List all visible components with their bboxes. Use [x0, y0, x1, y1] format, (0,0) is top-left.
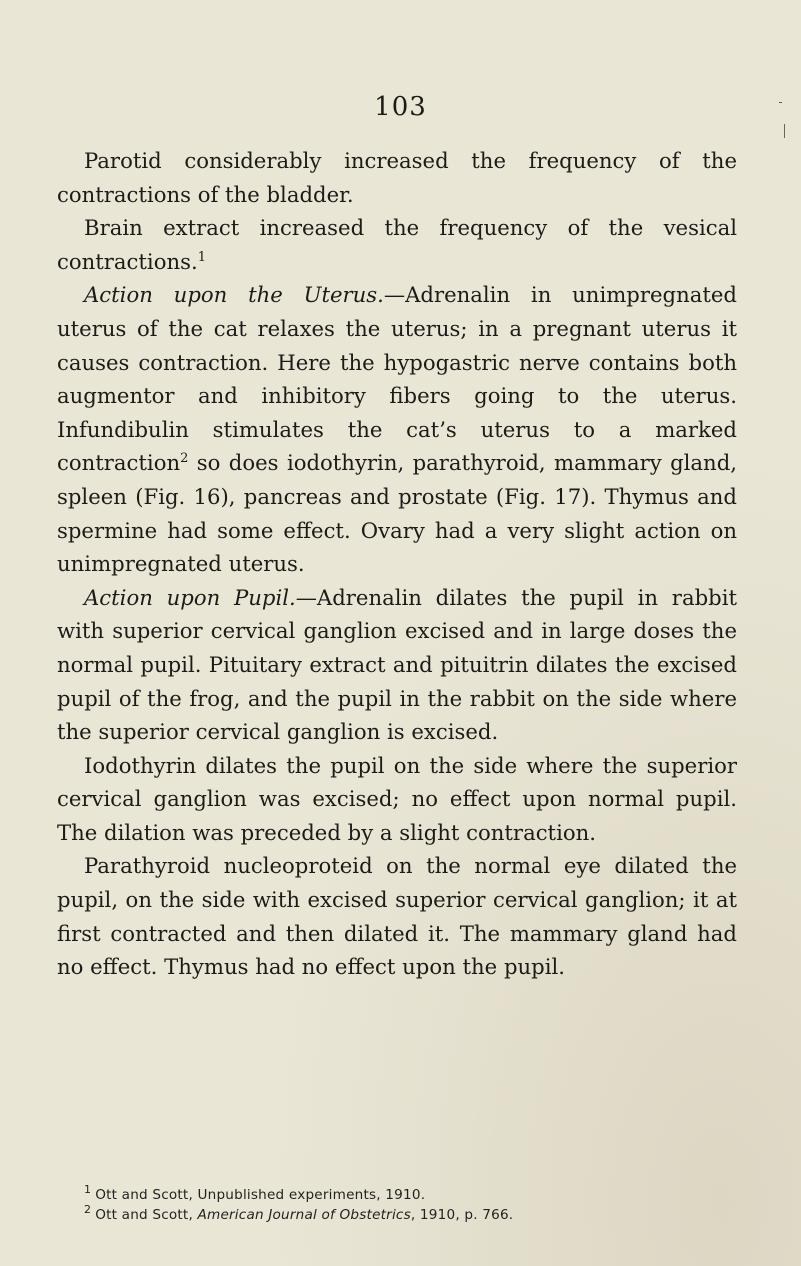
paragraph-action-upon-pupil [57, 581, 737, 749]
paragraph-brain-extract [57, 211, 737, 278]
footnote-marker: 2 [84, 1202, 92, 1216]
footnote-text: Ott and Scott, Unpublished experiments, 1910. [95, 1187, 426, 1203]
footnote-2 [84, 1202, 764, 1226]
margin-dash [784, 124, 785, 138]
paragraph-text-continued: so does iodothyrin, parathyroid, mammary gland, spleen (Fig. 16), pancreas and prostate (Fig. 17). Thymus and spermine had some effect. Ovary had a very slight action on unimpregnated uterus. [57, 450, 737, 577]
paragraph-parotid [57, 144, 737, 211]
paragraph-text: Iodothyrin dilates the pupil on the side where the superior cervical ganglion was excised; no effect upon normal pupil. The dilation was preceded by a slight contraction. [57, 752, 737, 845]
footnotes [84, 1183, 764, 1225]
paragraph-text: —Adrenalin dilates the pupil in rabbit with superior cervical ganglion excised and in large doses the normal pupil. Pituitary extract and pituitrin dilates the excised pupil of the frog, and the pupil in the rabbit on the side where the superior cervical ganglion is excised. [57, 584, 737, 745]
paragraph-parathyroid [57, 849, 737, 983]
page-number: 103 [374, 92, 427, 122]
section-heading-uterus: Action upon the Uterus. [84, 282, 384, 308]
footnote-reference: 1 [197, 249, 206, 265]
paragraph-text: Parotid considerably increased the frequency of the contractions of the bladder. [57, 148, 737, 207]
paragraph-text: —Adrenalin in unimpregnated uterus of the cat relaxes the uterus; in a pregnant uterus it causes contraction. Here the hypogastric nerve contains both augmentor and inhibitory fibers going to the uterus. Infundibulin stimulates the cat’s uterus to a marked contraction [57, 282, 737, 476]
footnote-marker: 1 [84, 1183, 92, 1197]
footnote-1 [84, 1183, 764, 1206]
footnote-text-prefix: Ott and Scott, [95, 1206, 198, 1223]
footnote-reference: 2 [180, 451, 189, 467]
body-text [57, 144, 737, 984]
paragraph-text: Brain extract increased the frequency of the vesical contractions. [57, 215, 737, 274]
paragraph-text: Parathyroid nucleoproteid on the normal eye dilated the pupil, on the side with excised superior cervical ganglion; it at first contracted and then dilated it. The mammary gland had no effect. Thymus had no effect upon the pupil. [57, 853, 737, 980]
paragraph-iodothyrin [57, 749, 737, 850]
footnote-text-suffix: , 1910, p. 766. [410, 1206, 514, 1223]
paragraph-action-upon-uterus [57, 278, 737, 580]
footnote-journal-title: American Journal of Obstetrics [197, 1206, 411, 1223]
section-heading-pupil: Action upon Pupil. [84, 584, 296, 610]
